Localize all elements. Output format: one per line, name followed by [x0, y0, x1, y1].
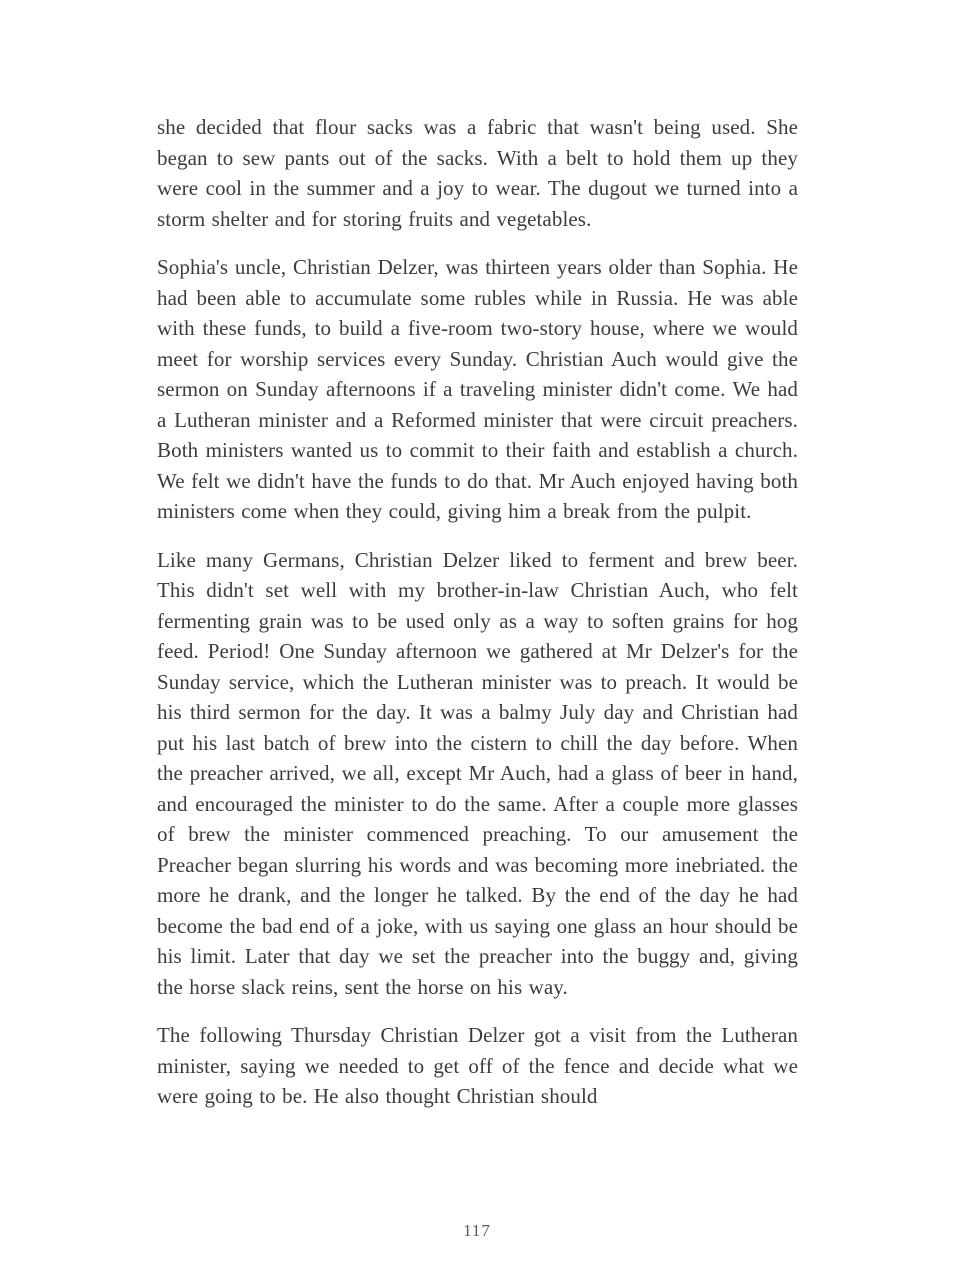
paragraph-brew-beer: Like many Germans, Christian Delzer liked to ferment and brew beer. This didn't set well with my brother-in-law Christian Auch, who felt fermenting grain was to be used only as a way to soften grains for hog feed. Period! One Sunday afternoon we gathered at Mr Delzer's for the Sunday service, which the Lutheran minister was to preach. It would be his third sermon for the day. It was a balmy July day and Christian had put his last batch of brew into the cistern to chill the day before. When the preacher arrived, we all, except Mr Auch, had a glass of beer in hand, and encouraged the minister to do the same. After a couple more glasses of brew the minister commenced preaching. To our amusement the Preacher began slurring his words and was becoming more inebriated. the more he drank, and the longer he talked. By the end of the day he had become the bad end of a joke, with us saying one glass an hour should be his limit. Later that day we set the preacher into the buggy and, giving the horse slack reins, sent the horse on his way. — [157, 547, 798, 999]
paragraph-sophias-uncle: Sophia's uncle, Christian Delzer, was thirteen years older than Sophia. He had been able to accumulate some rubles while in Russia. He was able with these funds, to build a five-room two-story house, where we would meet for worship services every Sunday. Christian Auch would give the sermon on Sunday afternoons if a traveling minister didn't come. We had a Lutheran minister and a Reformed minister that were circuit preachers. Both ministers wanted us to commit to their faith and establish a church. We felt we didn't have the funds to do that. Mr Auch enjoyed having both ministers come when they could, giving him a break from the pulpit. — [157, 255, 798, 523]
page-number: 117 — [463, 1221, 491, 1240]
text-block — [157, 112, 798, 1130]
paragraph-following-thursday: The following Thursday Christian Delzer got a visit from the Lutheran minister, saying we needed to get off of the fence and decide what we were going to be. He also thought Christian should — [157, 1023, 798, 1108]
paragraph-flour-sacks: she decided that flour sacks was a fabric that wasn't being used. She began to sew pants out of the sacks. With a belt to hold them up they were cool in the summer and a joy to wear. The dugout we turned into a storm shelter and for storing fruits and vegetables. — [157, 115, 798, 231]
